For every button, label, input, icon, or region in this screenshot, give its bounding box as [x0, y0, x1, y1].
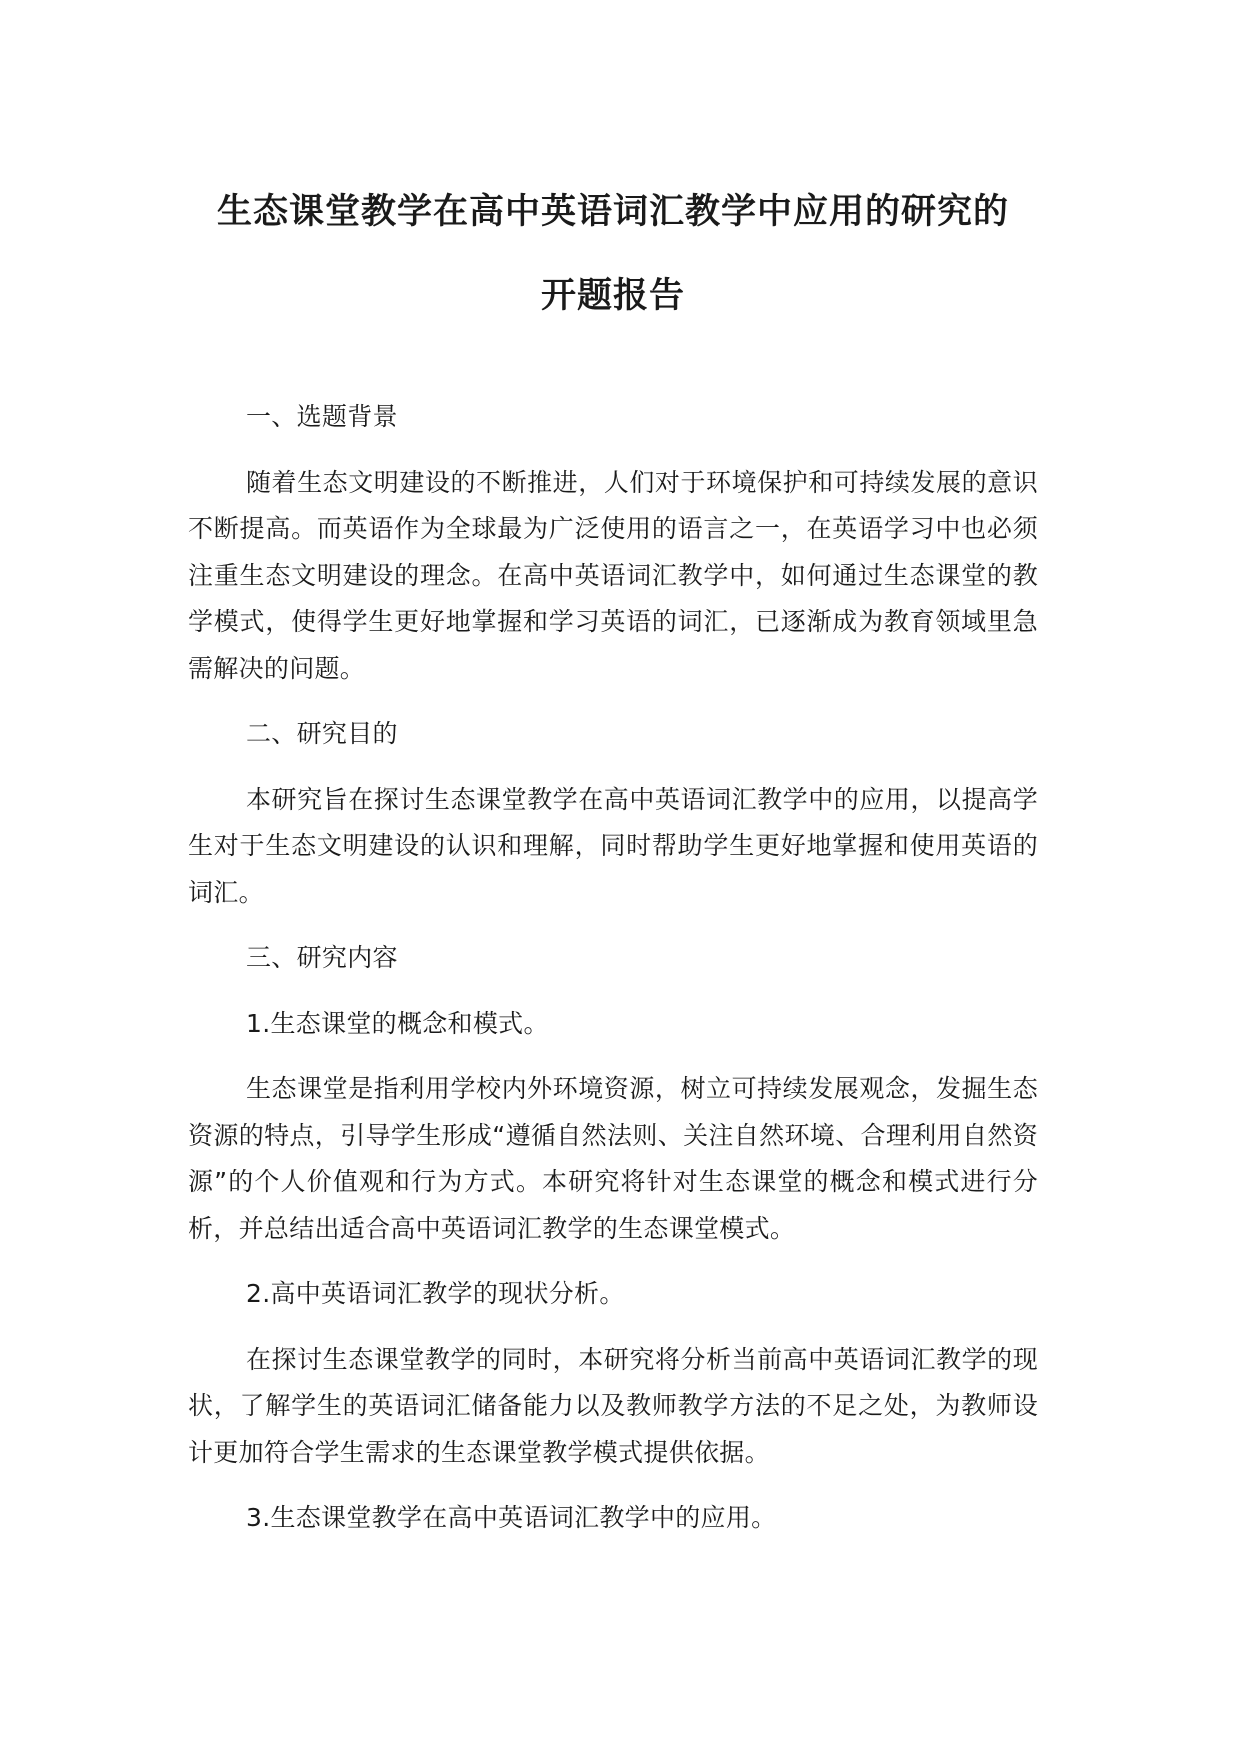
document-title [188, 170, 1038, 338]
section-heading-purpose: 二、研究目的 [246, 719, 398, 748]
title-line-2: 开题报告 [540, 276, 685, 316]
subheading-concept: 1.生态课堂的概念和模式。 [246, 1008, 549, 1038]
section-heading-content: 三、研究内容 [246, 943, 398, 972]
section-heading-background: 一、选题背景 [246, 402, 398, 431]
paragraph-concept: 生态课堂是指利用学校内外环境资源，树立可持续发展观念，发掘生态资源的特点，引导学生形成“遵循自然法则、关注自然环境、合理利用自然资源”的个人价值观和行为方式。本研究将针对生态课堂的概念和模式进行分析，并总结出适合高中英语词汇教学的生态课堂模式。 [188, 1074, 1038, 1243]
paragraph-status: 在探讨生态课堂教学的同时，本研究将分析当前高中英语词汇教学的现状，了解学生的英语词汇储备能力以及教师教学方法的不足之处，为教师设计更加符合学生需求的生态课堂教学模式提供依据。 [188, 1344, 1038, 1467]
document-body [188, 394, 1038, 1542]
paragraph-background: 随着生态文明建设的不断推进，人们对于环境保护和可持续发展的意识不断提高。而英语作为全球最为广泛使用的语言之一，在英语学习中也必须注重生态文明建设的理念。在高中英语词汇教学中，如何通过生态课堂的教学模式，使得学生更好地掌握和学习英语的词汇，已逐渐成为教育领域里急需解决的问题。 [188, 467, 1038, 683]
document-page [188, 170, 1038, 1561]
title-line-1: 生态课堂教学在高中英语词汇教学中应用的研究的 [216, 192, 1009, 232]
subheading-status: 2.高中英语词汇教学的现状分析。 [246, 1279, 625, 1308]
subheading-application: 3.生态课堂教学在高中英语词汇教学中的应用。 [246, 1503, 777, 1532]
paragraph-purpose: 本研究旨在探讨生态课堂教学在高中英语词汇教学中的应用，以提高学生对于生态文明建设的认识和理解，同时帮助学生更好地掌握和使用英语的词汇。 [188, 784, 1038, 907]
